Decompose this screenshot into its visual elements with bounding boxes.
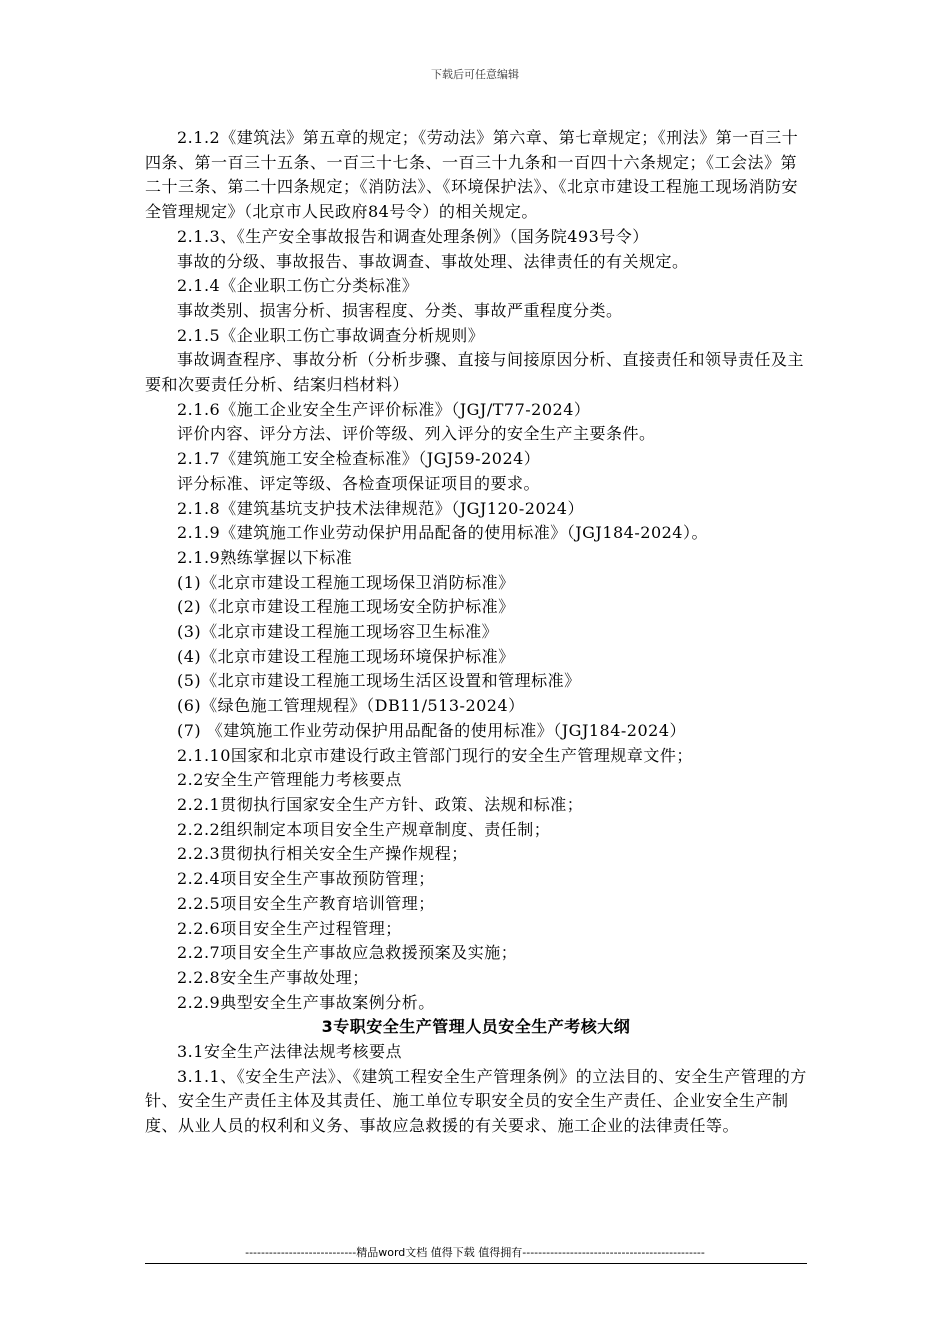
list-item: (2)《北京市建设工程施工现场安全防护标准》 [177, 597, 515, 617]
list-item: (3)《北京市建设工程施工现场容卫生标准》 [177, 622, 499, 642]
document-body [145, 126, 807, 1139]
list-item: (4)《北京市建设工程施工现场环境保护标准》 [177, 646, 515, 666]
paragraph: 2.2.3贯彻执行相关安全生产操作规程； [177, 844, 468, 864]
paragraph: 2.1.10国家和北京市建设行政主管部门现行的安全生产管理规章文件； [177, 745, 693, 765]
list-item: (7) 《建筑施工作业劳动保护用品配备的使用标准》（JGJ184-2024） [177, 720, 687, 740]
paragraph: 2.2.2组织制定本项目安全生产规章制度、责任制； [177, 819, 551, 839]
paragraph: 2.2安全生产管理能力考核要点 [177, 770, 402, 790]
paragraph: 评分标准、评定等级、各检查项保证项目的要求。 [177, 473, 541, 493]
section-heading: 3专职安全生产管理人员安全生产考核大纲 [321, 1017, 631, 1037]
list-item: (1)《北京市建设工程施工现场保卫消防标准》 [177, 572, 515, 592]
page-header: 下载后可任意编辑 [431, 68, 519, 81]
paragraph: 2.1.8《建筑基坑支护技术法律规范》（JGJ120-2024） [177, 498, 584, 518]
paragraph: 2.1.3、《生产安全事故报告和调查处理条例》（国务院493号令） [177, 226, 649, 246]
list-item: (6)《绿色施工管理规程》（DB11/513-2024） [177, 696, 525, 716]
paragraph: 事故的分级、事故报告、事故调查、事故处理、法律责任的有关规定。 [177, 251, 689, 271]
paragraph: 2.2.8安全生产事故处理； [177, 967, 369, 987]
page-footer: ----------------------------精品word文档 值得下载 值得拥有---------------------------------------------- [245, 1246, 705, 1259]
paragraph: 2.2.9典型安全生产事故案例分析。 [177, 992, 435, 1012]
paragraph: 2.1.7《建筑施工安全检查标准》（JGJ59-2024） [177, 449, 541, 469]
paragraph: 2.1.6《施工企业安全生产评价标准》（JGJ/T77-2024） [177, 399, 591, 419]
paragraph: 2.2.1贯彻执行国家安全生产方针、政策、法规和标准； [177, 794, 584, 814]
paragraph: 2.2.4项目安全生产事故预防管理； [177, 869, 435, 889]
paragraph: 3.1安全生产法律法规考核要点 [177, 1042, 402, 1062]
list-item: (5)《北京市建设工程施工现场生活区设置和管理标准》 [177, 671, 581, 691]
paragraph: 2.1.4《企业职工伤亡分类标准》 [177, 276, 419, 296]
paragraph: 评价内容、评分方法、评价等级、列入评分的安全生产主要条件。 [177, 424, 656, 444]
paragraph: 事故类别、损害分析、损害程度、分类、事故严重程度分类。 [177, 300, 623, 320]
footer-divider [145, 1263, 807, 1264]
paragraph: 2.2.5项目安全生产教育培训管理； [177, 893, 435, 913]
paragraph: 2.2.7项目安全生产事故应急救援预案及实施； [177, 943, 518, 963]
paragraph: 2.1.2《建筑法》第五章的规定；《劳动法》第六章、第七章规定；《刑法》第一百三十四条、第一百三十五条、一百三十七条、一百三十九条和一百四十六条规定；《工会法》第二十三条、第二十四条规定；《消防法》、《环境保护法》、《北京市建设工程施工现场消防安全管理规定》（北京市人民政府84号令）的相关规定。 [145, 128, 799, 222]
paragraph: 2.1.9熟练掌握以下标准 [177, 547, 353, 567]
paragraph: 2.2.6项目安全生产过程管理； [177, 918, 402, 938]
paragraph: 2.1.5《企业职工伤亡事故调查分析规则》 [177, 325, 485, 345]
paragraph: 事故调查程序、事故分析（分析步骤、直接与间接原因分析、直接责任和领导责任及主要和次要责任分析、结案归档材料） [145, 350, 805, 395]
paragraph: 2.1.9《建筑施工作业劳动保护用品配备的使用标准》（JGJ184-2024）。 [177, 523, 708, 543]
paragraph: 3.1.1、《安全生产法》、《建筑工程安全生产管理条例》的立法目的、安全生产管理的方针、安全生产责任主体及其责任、施工单位专职安全员的安全生产责任、企业安全生产制度、从业人员的权利和义务、事故应急救援的有关要求、施工企业的法律责任等。 [145, 1066, 807, 1136]
